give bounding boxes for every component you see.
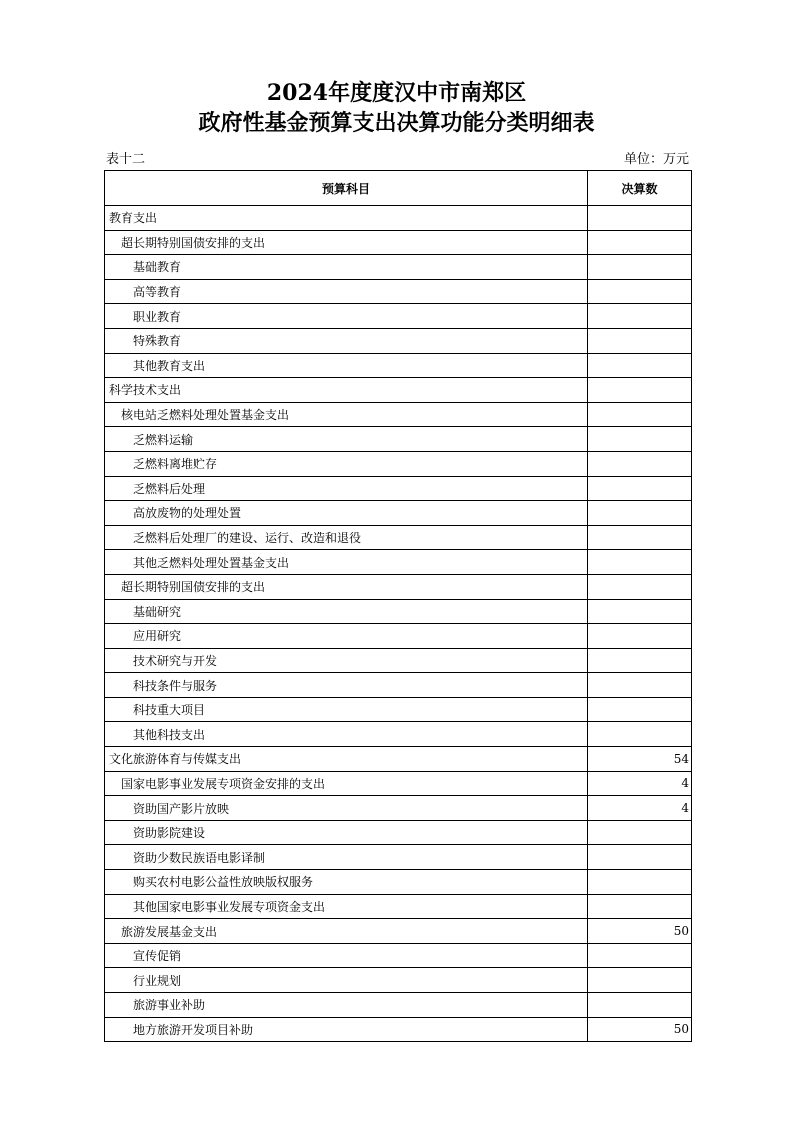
expenditure-table bbox=[104, 170, 692, 1042]
row-value bbox=[588, 328, 692, 353]
table-row bbox=[105, 870, 692, 895]
table-row bbox=[105, 255, 692, 280]
table-row bbox=[105, 427, 692, 452]
row-label: 乏燃料运输 bbox=[133, 432, 194, 447]
table-row bbox=[105, 820, 692, 845]
row-label: 国家电影事业发展专项资金安排的支出 bbox=[121, 776, 326, 791]
table-row bbox=[105, 451, 692, 476]
row-label: 其他科技支出 bbox=[133, 727, 206, 742]
row-label-cell bbox=[105, 894, 588, 919]
row-label: 资助少数民族语电影译制 bbox=[133, 850, 266, 865]
row-value bbox=[588, 353, 692, 378]
table-row bbox=[105, 968, 692, 993]
row-label: 基础教育 bbox=[133, 260, 182, 275]
row-label-cell bbox=[105, 255, 588, 280]
row-label-cell bbox=[105, 697, 588, 722]
row-value bbox=[588, 870, 692, 895]
row-value bbox=[588, 624, 692, 649]
row-label: 其他教育支出 bbox=[133, 358, 206, 373]
row-value bbox=[588, 574, 692, 599]
table-row bbox=[105, 279, 692, 304]
row-label-cell bbox=[105, 820, 588, 845]
table-row bbox=[105, 476, 692, 501]
row-label-cell bbox=[105, 476, 588, 501]
row-label-cell bbox=[105, 747, 588, 772]
row-label-cell bbox=[105, 574, 588, 599]
row-label: 乏燃料离堆贮存 bbox=[133, 457, 218, 472]
row-label-cell bbox=[105, 501, 588, 526]
row-value bbox=[588, 599, 692, 624]
row-label: 行业规划 bbox=[133, 973, 182, 988]
row-value bbox=[588, 550, 692, 575]
table-row bbox=[105, 574, 692, 599]
table-row bbox=[105, 919, 692, 944]
row-value bbox=[588, 427, 692, 452]
row-label: 高放废物的处理处置 bbox=[133, 506, 242, 521]
row-value bbox=[588, 943, 692, 968]
row-label-cell bbox=[105, 525, 588, 550]
table-row bbox=[105, 402, 692, 427]
header-amount: 决算数 bbox=[588, 171, 692, 206]
row-label: 核电站乏燃料处理处置基金支出 bbox=[121, 408, 290, 423]
row-label-cell bbox=[105, 402, 588, 427]
table-row bbox=[105, 894, 692, 919]
row-label: 教育支出 bbox=[109, 211, 158, 226]
row-value bbox=[588, 501, 692, 526]
row-value bbox=[588, 968, 692, 993]
row-label-cell bbox=[105, 870, 588, 895]
row-value: 54 bbox=[588, 747, 692, 772]
row-label: 高等教育 bbox=[133, 285, 182, 300]
row-value: 4 bbox=[588, 771, 692, 796]
row-label-cell bbox=[105, 328, 588, 353]
row-label-cell bbox=[105, 968, 588, 993]
row-label: 购买农村电影公益性放映版权服务 bbox=[133, 875, 314, 890]
row-label-cell bbox=[105, 796, 588, 821]
table-row bbox=[105, 230, 692, 255]
row-value: 4 bbox=[588, 796, 692, 821]
row-label-cell bbox=[105, 279, 588, 304]
row-value bbox=[588, 525, 692, 550]
table-row bbox=[105, 304, 692, 329]
table-row bbox=[105, 378, 692, 403]
row-value bbox=[588, 402, 692, 427]
table-row bbox=[105, 501, 692, 526]
row-label: 资助影院建设 bbox=[133, 826, 206, 841]
table-row bbox=[105, 673, 692, 698]
table-row bbox=[105, 1017, 692, 1042]
row-label: 应用研究 bbox=[133, 629, 182, 644]
row-label: 职业教育 bbox=[133, 309, 182, 324]
row-value bbox=[588, 648, 692, 673]
row-label-cell bbox=[105, 230, 588, 255]
row-label: 地方旅游开发项目补助 bbox=[133, 1022, 254, 1037]
table-row bbox=[105, 697, 692, 722]
row-label: 旅游事业补助 bbox=[133, 998, 206, 1013]
row-label-cell bbox=[105, 722, 588, 747]
table-row bbox=[105, 648, 692, 673]
row-value bbox=[588, 451, 692, 476]
row-label: 其他国家电影事业发展专项资金支出 bbox=[133, 899, 326, 914]
row-label: 宣传促销 bbox=[133, 949, 182, 964]
row-label-cell bbox=[105, 427, 588, 452]
row-label: 超长期特别国债安排的支出 bbox=[121, 235, 266, 250]
row-label-cell bbox=[105, 845, 588, 870]
row-label: 乏燃料后处理厂的建设、运行、改造和退役 bbox=[133, 531, 362, 546]
table-header-row bbox=[105, 171, 692, 206]
row-label-cell bbox=[105, 304, 588, 329]
row-label-cell bbox=[105, 624, 588, 649]
row-label-cell bbox=[105, 919, 588, 944]
row-value bbox=[588, 378, 692, 403]
unit-label: 单位：万元 bbox=[623, 152, 689, 167]
row-value bbox=[588, 255, 692, 280]
row-label-cell bbox=[105, 206, 588, 231]
row-value bbox=[588, 894, 692, 919]
row-value: 50 bbox=[588, 919, 692, 944]
table-row bbox=[105, 796, 692, 821]
table-row bbox=[105, 328, 692, 353]
table-row bbox=[105, 722, 692, 747]
table-number: 表十二 bbox=[106, 152, 146, 167]
row-label-cell bbox=[105, 353, 588, 378]
row-label-cell bbox=[105, 1017, 588, 1042]
row-label-cell bbox=[105, 378, 588, 403]
row-label-cell bbox=[105, 673, 588, 698]
row-label: 特殊教育 bbox=[133, 334, 182, 349]
row-value bbox=[588, 820, 692, 845]
row-label: 超长期特别国债安排的支出 bbox=[121, 580, 266, 595]
row-label-cell bbox=[105, 648, 588, 673]
table-row bbox=[105, 206, 692, 231]
table-row bbox=[105, 771, 692, 796]
table-row bbox=[105, 550, 692, 575]
row-label-cell bbox=[105, 993, 588, 1018]
row-value bbox=[588, 845, 692, 870]
header-item: 预算科目 bbox=[105, 171, 588, 206]
row-label: 科技条件与服务 bbox=[133, 678, 218, 693]
report-title-line1: 2024年度度汉中市南郑区 bbox=[266, 80, 527, 106]
row-label: 科学技术支出 bbox=[109, 383, 182, 398]
row-value bbox=[588, 230, 692, 255]
row-value bbox=[588, 279, 692, 304]
row-value: 50 bbox=[588, 1017, 692, 1042]
row-label: 文化旅游体育与传媒支出 bbox=[109, 752, 242, 767]
table-row bbox=[105, 845, 692, 870]
table-row bbox=[105, 353, 692, 378]
row-label-cell bbox=[105, 451, 588, 476]
report-title-line2: 政府性基金预算支出决算功能分类明细表 bbox=[198, 110, 595, 136]
row-value bbox=[588, 206, 692, 231]
row-label-cell bbox=[105, 550, 588, 575]
row-value bbox=[588, 722, 692, 747]
table-row bbox=[105, 525, 692, 550]
row-label: 技术研究与开发 bbox=[133, 653, 218, 668]
table-row bbox=[105, 599, 692, 624]
row-label: 旅游发展基金支出 bbox=[121, 924, 218, 939]
row-label: 科技重大项目 bbox=[133, 703, 206, 718]
row-label-cell bbox=[105, 599, 588, 624]
row-value bbox=[588, 673, 692, 698]
row-label: 资助国产影片放映 bbox=[133, 801, 230, 816]
row-value bbox=[588, 476, 692, 501]
table-row bbox=[105, 943, 692, 968]
row-label: 基础研究 bbox=[133, 604, 182, 619]
row-label-cell bbox=[105, 943, 588, 968]
table-row bbox=[105, 993, 692, 1018]
row-label: 其他乏燃料处理处置基金支出 bbox=[133, 555, 290, 570]
row-value bbox=[588, 304, 692, 329]
row-value bbox=[588, 993, 692, 1018]
row-label-cell bbox=[105, 771, 588, 796]
table-row bbox=[105, 624, 692, 649]
table-row bbox=[105, 747, 692, 772]
row-value bbox=[588, 697, 692, 722]
row-label: 乏燃料后处理 bbox=[133, 481, 206, 496]
